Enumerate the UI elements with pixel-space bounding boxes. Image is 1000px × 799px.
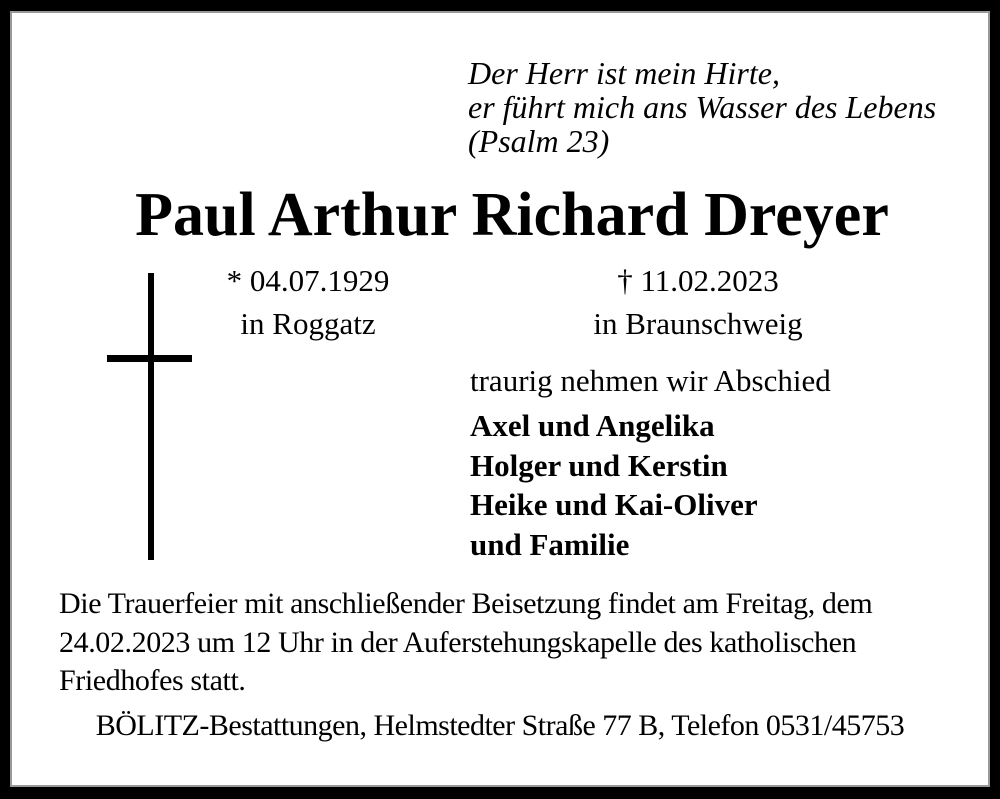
mourners-list xyxy=(470,406,758,564)
birth-date: 04.07.1929 xyxy=(249,263,390,298)
psalm-quote xyxy=(468,56,936,158)
funeral-home-contact: BÖLITZ-Bestattungen, Helmstedter Straße 77 B, Telefon 0531/45753 xyxy=(95,709,905,742)
cross-vertical-bar xyxy=(148,273,154,560)
psalm-quote-line: er führt mich ans Wasser des Lebens xyxy=(468,89,937,125)
funeral-notice-line: Die Trauerfeier mit anschließender Beisetzung findet am Freitag, dem xyxy=(59,587,873,620)
death-date-line xyxy=(593,259,802,302)
obituary-card xyxy=(10,11,990,787)
mourner-line: Axel und Angelika xyxy=(470,408,715,443)
death-place: in Braunschweig xyxy=(593,306,803,341)
mourner-line: Holger und Kerstin xyxy=(470,447,728,483)
condolence-intro: traurig nehmen wir Abschied xyxy=(470,363,831,398)
death-date: 11.02.2023 xyxy=(640,263,779,298)
deceased-name: Paul Arthur Richard Dreyer xyxy=(135,181,889,249)
birth-place: in Roggatz xyxy=(240,306,376,341)
birth-date-line xyxy=(227,259,390,302)
birth-marker: * xyxy=(226,263,243,298)
mourner-line: und Familie xyxy=(470,526,630,562)
death-marker: † xyxy=(617,263,633,298)
psalm-quote-line: Der Herr ist mein Hirte, xyxy=(468,55,780,91)
psalm-quote-line: (Psalm 23) xyxy=(468,123,610,159)
death-info xyxy=(593,259,802,345)
funeral-notice-line: Friedhofes statt. xyxy=(59,664,246,698)
funeral-notice-line: 24.02.2023 um 12 Uhr in der Auferstehungskapelle des katholischen xyxy=(59,625,857,659)
mourner-line: Heike und Kai-Oliver xyxy=(470,487,758,522)
cross-horizontal-bar xyxy=(107,355,192,362)
birth-info xyxy=(227,259,390,345)
funeral-notice xyxy=(59,585,872,701)
